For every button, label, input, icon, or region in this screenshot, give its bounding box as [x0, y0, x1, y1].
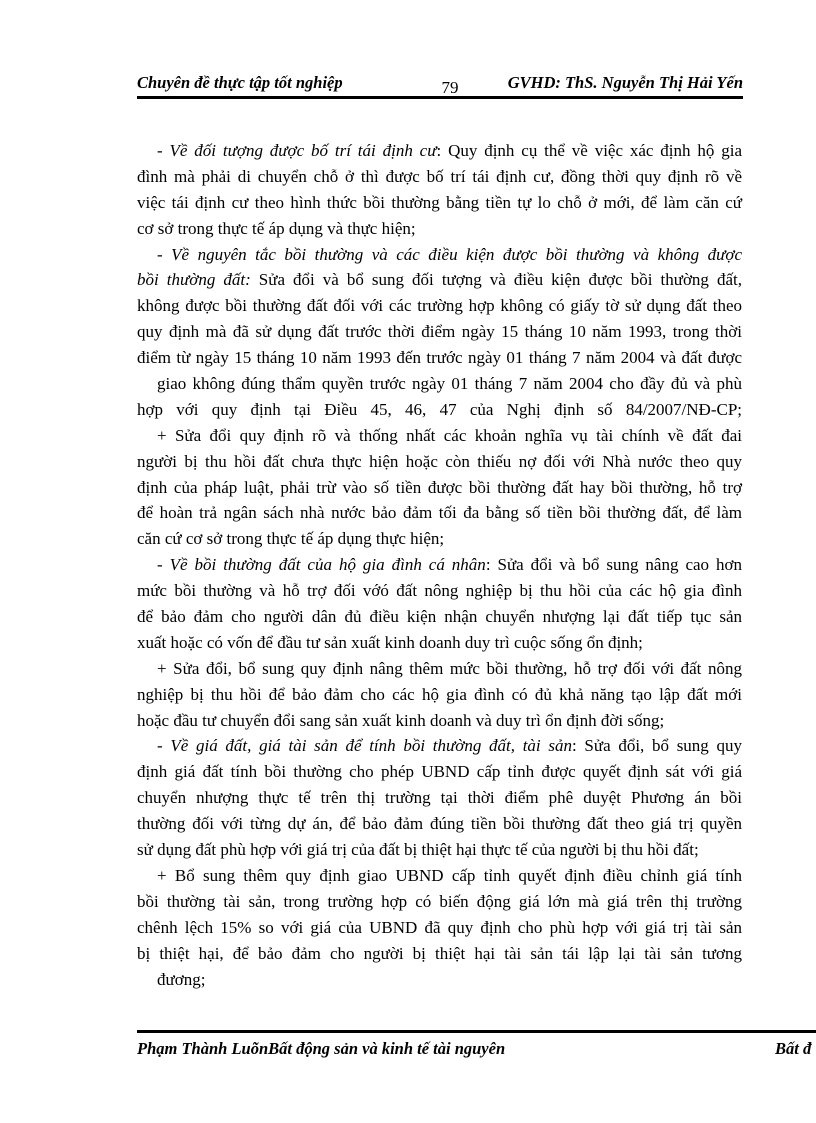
text-line [137, 759, 742, 785]
line-text: chênh lệch 15% so với giá của UBND đã quy định cho phù hợp với giá trị tài sản [137, 917, 742, 937]
text-line [137, 682, 742, 708]
text-line [137, 733, 742, 759]
document-body [137, 138, 742, 992]
italic-heading: - Về giá đất, giá tài sản để tính bồi thường đất, tài sản [157, 736, 572, 756]
line-text: đương; [157, 969, 206, 989]
line-text: giao không đúng thẩm quyền trước ngày 01 tháng 7 năm 2004 cho đầy đủ và phù [157, 374, 742, 394]
line-text: định giá đất tính bồi thường cho phép UBND cấp tỉnh được quyết định sát với giá [137, 762, 742, 782]
line-text: + Sửa đổi, bổ sung quy định nâng thêm mức bồi thường, hỗ trợ đối với đất nông [157, 658, 742, 678]
footer-author: Phạm Thành LuõnBất động sản và kinh tế tài nguyên [137, 1039, 506, 1058]
line-text: căn cứ cơ sở trong thực tế áp dụng thực hiện; [137, 529, 445, 549]
text-line [137, 423, 742, 449]
text-line [137, 811, 742, 837]
text-line [137, 475, 742, 501]
italic-heading: - Về đối tượng được bố trí tái định cư [157, 141, 437, 160]
line-text: nghiệp bị thu hồi để bảo đảm cho các hộ gia đình có đủ khả năng tạo lập đất mới [137, 684, 742, 704]
line-text: chuyển nhượng thực tế trên thị trường tại thời điểm phê duyệt Phương án bồi [137, 788, 742, 808]
line-text: việc tái định cư theo hình thức bồi thường bằng tiền tự lo chỗ ở mới, để làm căn cứ [137, 192, 742, 212]
text-line [137, 267, 742, 293]
line-text: cơ sở trong thực tế áp dụng và thực hiện; [137, 218, 416, 238]
text-line [137, 578, 742, 604]
text-line [137, 863, 742, 889]
line-text: bồi thường tài sản, trong trường hợp có biến động giá lớn mà giá trên thị trường [137, 891, 742, 911]
line-text: : Sửa đổi, bổ sung quy [571, 736, 743, 756]
text-line [137, 552, 742, 578]
text-line [137, 345, 742, 371]
text-line [137, 837, 742, 863]
text-line [137, 293, 742, 319]
line-text: : Sửa đổi và bổ sung nâng cao hơn [485, 555, 742, 575]
line-text: để bảo đảm cho người dân đủ điều kiện nhận chuyển nhượng lại đất tiếp tục sản [137, 607, 742, 627]
text-line [137, 656, 742, 682]
text-line [137, 371, 742, 397]
header-title: Chuyên đề thực tập tốt nghiệp [137, 73, 343, 92]
text-line [137, 216, 742, 242]
text-line [137, 449, 742, 475]
line-text: điểm từ ngày 15 tháng 10 năm 1993 đến trước ngày 01 tháng 7 năm 2004 và đất được [137, 348, 742, 368]
line-text: định của pháp luật, phải trừ vào số tiền được bồi thường đất hay bồi thường, hỗ trợ [137, 477, 742, 497]
italic-heading: bồi thường đất: [137, 270, 251, 290]
line-text: + Bổ sung thêm quy định giao UBND cấp tỉnh quyết định điều chỉnh giá tính [157, 865, 742, 885]
text-line [137, 708, 742, 734]
text-line [137, 138, 742, 164]
line-text: không được bồi thường đất đối với các trường hợp không có giấy tờ sử dụng đất theo [137, 296, 742, 316]
italic-heading: - Về nguyên tắc bồi thường và các điều kiện được bồi thường và không được [157, 244, 742, 264]
text-line [137, 967, 742, 993]
italic-heading: - Về bồi thường đất của hộ gia đình cá nhân [157, 555, 486, 575]
text-line [137, 319, 742, 345]
text-line [137, 500, 742, 526]
line-text: hợp với quy định tại Điều 45, 46, 47 của Nghị định số 84/2007/NĐ-CP; [137, 399, 742, 419]
text-line [137, 630, 742, 656]
line-text: hoặc đầu tư chuyển đổi sang sản xuất kinh doanh và duy trì ổn định đời sống; [137, 710, 665, 730]
text-line [137, 915, 742, 941]
line-text: người bị thu hồi đất chưa thực hiện hoặc còn thiếu nợ đối với Nhà nước theo quy [137, 451, 742, 471]
line-text: quy định mà đã sử dụng đất trước thời điểm ngày 15 tháng 10 năm 1993, trong thời [137, 322, 742, 342]
page-number: 79 [441, 78, 459, 97]
text-line [137, 164, 742, 190]
page-footer [137, 1030, 816, 1058]
line-text: Sửa đổi và bổ sung đối tượng và điều kiện được bồi thường đất, [250, 270, 742, 290]
header-advisor: GVHD: ThS. Nguyễn Thị Hải Yến [507, 73, 743, 92]
text-line [137, 190, 742, 216]
text-line [137, 526, 742, 552]
text-line [137, 604, 742, 630]
line-text: xuất hoặc có vốn để đầu tư sản xuất kinh doanh duy trì cuộc sống ổn định; [137, 632, 643, 652]
text-line [137, 889, 742, 915]
text-line [137, 242, 742, 268]
line-text: : Quy định cụ thể về việc xác định hộ gia [436, 141, 742, 160]
line-text: thường đối với từng dự án, để bảo đảm đúng tiền bồi thường đất theo giá trị quyền [137, 814, 742, 834]
line-text: đình mà phải di chuyển chỗ ở thì được bố trí tái định cư, đồng thời quy định rõ về [137, 166, 742, 186]
line-text: để hoàn trả ngân sách nhà nước bảo đảm tối đa bằng số tiền bồi thường đất, để làm [137, 503, 742, 523]
page-header [137, 68, 743, 99]
line-text: + Sửa đổi quy định rõ và thống nhất các khoản nghĩa vụ tài chính về đất đai [157, 425, 742, 445]
line-text: bị thiệt hại, để bảo đảm cho người bị thiệt hại tài sản tái lập lại tài sản tương [137, 943, 742, 963]
text-line [137, 941, 742, 967]
text-line [137, 397, 742, 423]
text-line [137, 785, 742, 811]
footer-right-text: Bất đ [775, 1039, 812, 1058]
line-text: mức bồi thường và hỗ trợ đối vớó đất nông nghiệp bị thu hồi của các hộ gia đình [137, 581, 742, 601]
line-text: sử dụng đất phù hợp với giá trị của đất bị thiệt hại thực tế của người bị thu hồi đất; [137, 840, 699, 860]
